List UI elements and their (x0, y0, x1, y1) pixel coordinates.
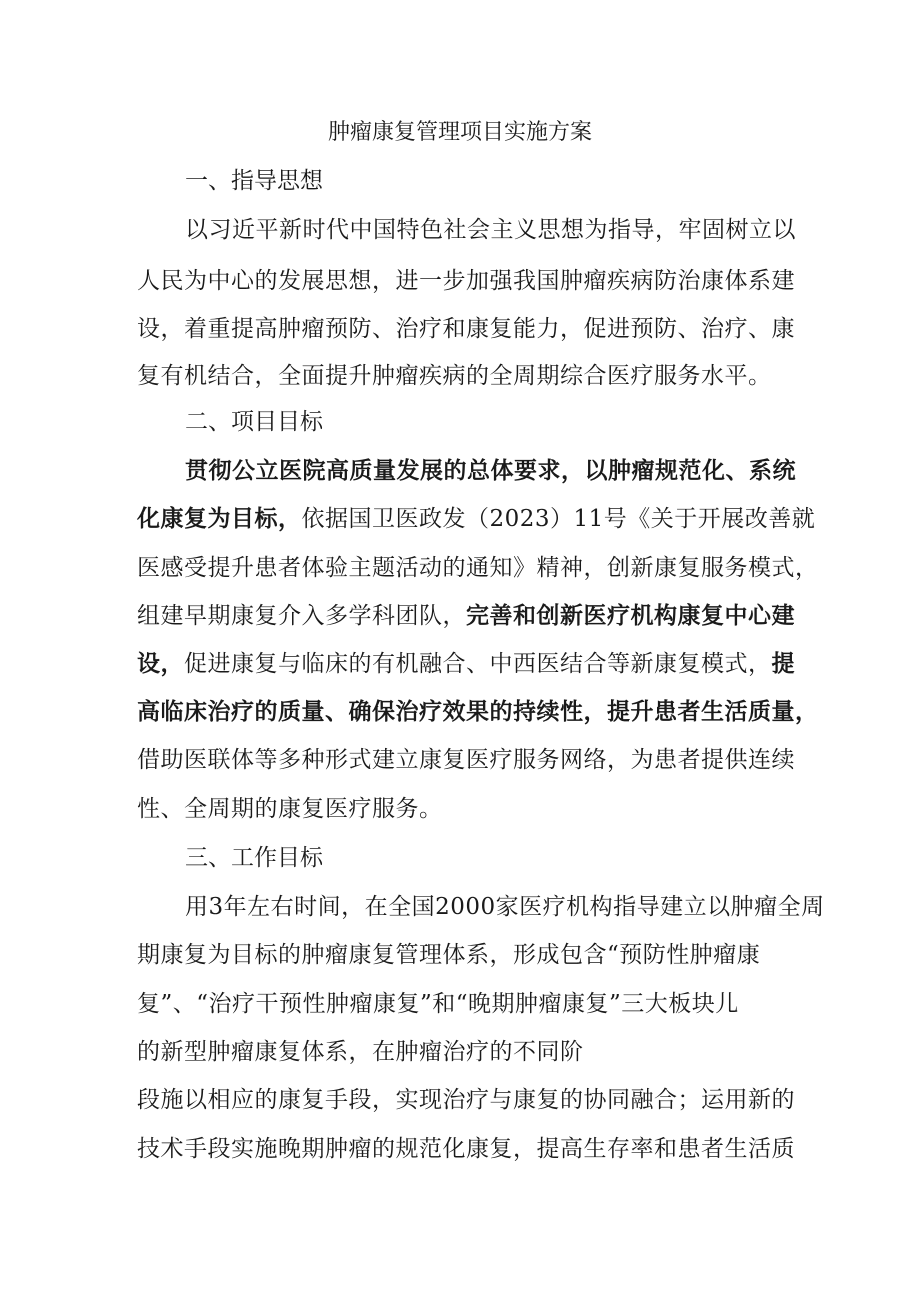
text-run: 性、全周期的康复医疗服务。 (137, 796, 443, 822)
paragraph-line (185, 456, 845, 486)
bold-text-run: 高临床治疗的质量、确保治疗效果的持续性，提升患者生活质量， (137, 699, 819, 725)
bold-text-run: 化康复为目标， (137, 506, 302, 532)
paragraph-line: 的新型肿瘤康复体系，在肿瘤治疗的不同阶 (137, 1039, 584, 1065)
paragraph-line: 期康复为目标的肿瘤康复管理体系，形成包含“预防性肿瘤康 (137, 942, 761, 968)
paragraph-line: 复”、“治疗干预性肿瘤康复”和“晚期肿瘤康复”三大板块儿 (137, 991, 739, 1017)
section-heading-work-goals: 三、工作目标 (185, 845, 323, 871)
text-run: 组建早期康复介入多学科团队， (137, 603, 466, 629)
bold-text-run: 提 (771, 651, 795, 677)
paragraph-line (137, 649, 797, 679)
paragraph-line (137, 794, 797, 824)
paragraph-line: 技术手段实施晚期肿瘤的规范化康复，提高生存率和患者生活质 (137, 1136, 795, 1162)
bold-text-run: 完善和创新医疗机构康复中心建 (466, 603, 795, 629)
paragraph-line: 复有机结合，全面提升肿瘤疾病的全周期综合医疗服务水平。 (137, 363, 772, 389)
paragraph-line: 人民为中心的发展思想，进一步加强我国肿瘤疾病防治康体系建 (137, 268, 795, 294)
document-title: 肿瘤康复管理项目实施方案 (327, 120, 592, 145)
bold-text-run: 设， (137, 651, 184, 677)
paragraph-line (137, 745, 797, 775)
paragraph-line (137, 504, 816, 534)
paragraph-line: 设，着重提高肿瘤预防、治疗和康复能力，促进预防、治疗、康 (137, 316, 795, 342)
paragraph-line: 用3年左右时间，在全国2000家医疗机构指导建立以肿瘤全周 (185, 894, 825, 920)
section-heading-project-goals: 二、项目目标 (185, 409, 323, 435)
paragraph-line: 以习近平新时代中国特色社会主义思想为指导，牢固树立以 (185, 217, 796, 243)
text-run: 借助医联体等多种形式建立康复医疗服务网络，为患者提供连续 (137, 747, 795, 773)
bold-text-run: 贯彻公立医院高质量发展的总体要求，以肿瘤规范化、系统 (185, 458, 796, 484)
paragraph-line: 段施以相应的康复手段，实现治疗与康复的协同融合；运用新的 (137, 1087, 795, 1113)
section-heading-guiding-ideology: 一、指导思想 (185, 168, 323, 194)
text-run: 医感受提升患者体验主题活动的通知》精神，创新康复服务模式， (137, 555, 819, 581)
paragraph-line (137, 553, 819, 583)
paragraph-line (137, 601, 797, 631)
paragraph-line (137, 697, 819, 727)
text-run: 促进康复与临床的有机融合、中西医结合等新康复模式， (184, 651, 772, 677)
text-run: 依据国卫医政发（2023）11号《关于开展改善就 (301, 506, 816, 532)
